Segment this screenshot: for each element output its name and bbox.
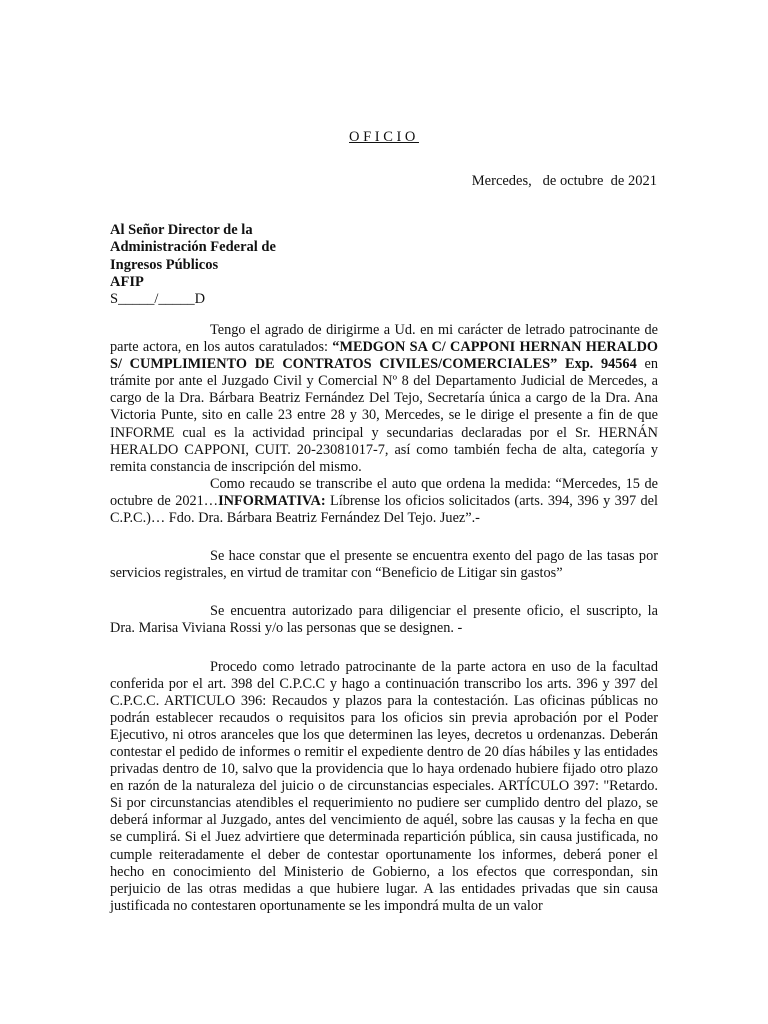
paragraph-text: Como recaudo se transcribe el auto que ordena la medida: “Mercedes, 15 de octubre de 2021… [110,475,658,509]
paragraph-transcription [110,476,658,527]
paragraph-text: Tengo el agrado de dirigirme a Ud. en mi carácter de letrado patrocinante de parte actora, en los autos caratulados: [110,322,658,356]
document-body [110,322,658,915]
paragraph-text: Líbrense los oficios solicitados (arts. 394, 396 y 397 del C.P.C.)… Fdo. Dra. Bárbara Beatriz Fernández Del Tejo. Juez”.- [110,492,659,527]
document-title: OFICIO [349,129,419,145]
paragraph-exemption: Se hace constar que el presente se encuentra exento del pago de las tasas por servicios registrales, en virtud de tramitar con “Beneficio de Litigar sin gastos” [110,548,658,582]
paragraph-text: en trámite por ante el Juzgado Civil y Comercial Nº 8 del Departamento Judicial de Mercedes, a cargo de la Dra. Bárbara Beatriz Fernández Del Tejo, Secretaría única a cargo de la Dra. Ana Victoria Punte, sito en calle 23 entre 28 y 30, Mercedes, se le dirige el presente a fin de que INFORME cual es la actividad principal y secundarias declaradas por el Sr. HERNÁN HERALDO CAPPONI, CUIT. 20-23081017-7, así como también fecha de alta, categoría y remita constancia de inscripción del mismo. [110,356,658,475]
document-date: Mercedes, de octubre de 2021 [471,173,657,189]
addressee-line: Al Señor Director de la [110,222,253,238]
order-label: INFORMATIVA: [218,492,326,509]
addressee-line: AFIP [110,273,144,290]
paragraph-request [110,322,658,476]
paragraph-authorization: Se encuentra autorizado para diligenciar el presente oficio, el suscripto, la Dra. Marisa Viviana Rossi y/o las personas que se designen. - [110,603,658,637]
addressee-block [110,222,276,308]
addressee-line: S_____/_____D [110,291,206,308]
case-caption: “MEDGON SA C/ CAPPONI HERNAN HERALDO S/ CUMPLIMIENTO DE CONTRATOS CIVILES/COMERCIALES” Exp. 94564 [110,339,659,373]
addressee-line: Administración Federal de [110,239,276,256]
paragraph-articles: Procedo como letrado patrocinante de la parte actora en uso de la facultad conferida por el art. 398 del C.P.C.C y hago a continuación transcribo los arts. 396 y 397 del C.P.C.C. ARTICULO 396: Recaudos y plazos para la contestación. Las oficinas públicas no podrán establecer recaudos o requisitos para los oficios sin previa aprobación por el Poder Ejecutivo, ni otros aranceles que los que determinen las leyes, decretos u ordenanzas. Deberán contestar el pedido de informes o remitir el expediente dentro de 20 días hábiles y las entidades privadas dentro de 10, salvo que la providencia que lo haya ordenado hubiere fijado otro plazo en razón de la naturaleza del juicio o de circunstancias especiales. ARTÍCULO 397: "Retardo. Si por circunstancias atendibles el requerimiento no pudiere ser cumplido dentro del plazo, se deberá informar al Juzgado, antes del vencimiento de aquél, sobre las causas y la fecha en que se cumplirá. Si el Juez advirtiere que determinada repartición pública, sin causa justificada, no cumple reiteradamente el deber de contestar oportunamente los informes, deberá poner el hecho en conocimiento del Ministerio de Gobierno, a los efectos que correspondan, sin perjuicio de las otras medidas a que hubiere lugar. A las entidades privadas que sin causa justificada no contestaren oportunamente se les impondrá multa de un valor [110,658,658,914]
addressee-line: Ingresos Públicos [110,256,219,273]
